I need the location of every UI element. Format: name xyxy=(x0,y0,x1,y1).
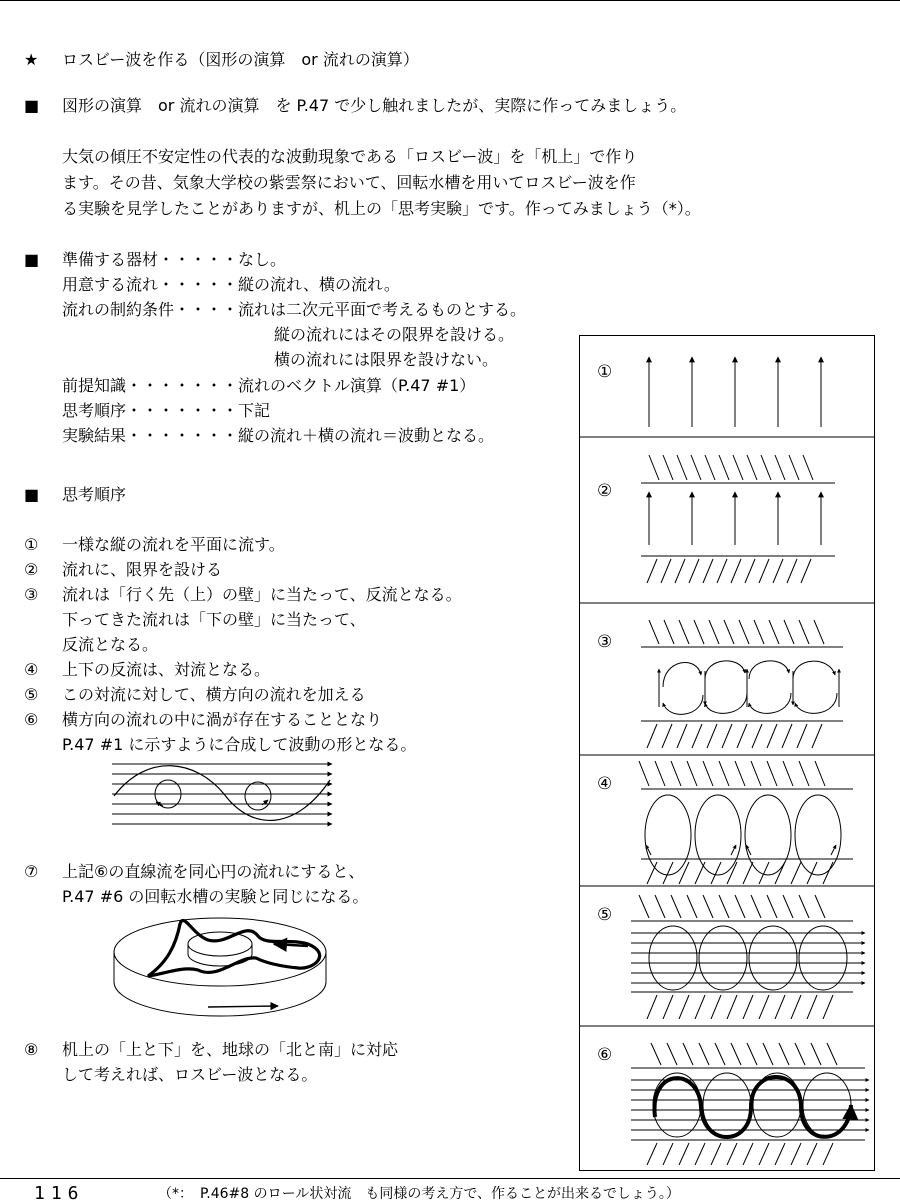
step-number: ② xyxy=(24,560,39,579)
lower-wall xyxy=(641,859,853,884)
panel-dividers xyxy=(579,437,875,1026)
step-text: P.47 #6 の回転水槽の実験と同じになる。 xyxy=(62,887,369,906)
step-text: 机上の「上と下」を、地球の「北と南」に対応 xyxy=(62,1040,399,1059)
upper-wall xyxy=(631,895,853,921)
prep-row: 実験結果・・・・・・・縦の流れ＋横の流れ＝波動となる。 xyxy=(62,426,495,445)
horizontal-flow-lines xyxy=(631,933,865,983)
step-number: ⑤ xyxy=(24,685,39,704)
convection-cells xyxy=(649,926,847,990)
step-text: P.47 #1 に示すように合成して波動の形となる。 xyxy=(62,735,417,754)
upper-wall xyxy=(641,455,835,483)
prep-row: 横の流れには限界を設けない。 xyxy=(274,350,499,369)
vertical-flow-arrows xyxy=(649,357,821,427)
lower-wall xyxy=(631,1140,865,1165)
flow-stages-panel xyxy=(579,335,875,1171)
bottom-rule xyxy=(0,1178,900,1179)
eddy-circle xyxy=(245,782,271,810)
prep-row: 思考順序・・・・・・・下記 xyxy=(62,401,271,420)
star-icon: ★ xyxy=(24,50,39,69)
prep-row: 用意する流れ・・・・・縦の流れ、横の流れ。 xyxy=(62,275,400,294)
panel-label: ④ xyxy=(597,774,613,794)
lower-wall xyxy=(631,992,853,1019)
step-text: 下ってきた流れは「下の壁」に当たって、 xyxy=(62,610,366,629)
prep-row: 流れの制約条件・・・・流れは二次元平面で考えるものとする。 xyxy=(62,300,527,319)
step-text: この対流に対して、横方向の流れを加える xyxy=(62,685,366,704)
steps-heading: 思考順序 xyxy=(62,485,127,504)
bullet-square-icon: ■ xyxy=(24,96,40,115)
step-number: ③ xyxy=(24,585,39,604)
page-number: 116 xyxy=(34,1183,85,1204)
step-text: 上下の反流は、対流となる。 xyxy=(62,660,271,679)
upper-wall xyxy=(631,1043,865,1068)
footnote: （*： P.46#8 のロール状対流 も同様の考え方で、作ることが出来るでしょう。） xyxy=(158,1186,680,1202)
prep-row: 準備する器材・・・・・なし。 xyxy=(62,250,287,269)
panel-label: ② xyxy=(597,481,613,501)
step-number: ⑥ xyxy=(24,710,39,729)
upper-wall xyxy=(641,620,843,647)
prep-row: 縦の流れにはその限界を設ける。 xyxy=(274,325,515,344)
bullet-square-icon: ■ xyxy=(24,485,40,504)
horizontal-flow-lines xyxy=(112,764,332,824)
paragraph-line: る実験を見学したことがありますが、机上の「思考実験」です。作ってみましょう（*）。 xyxy=(62,199,701,218)
lower-wall xyxy=(641,556,835,583)
convection-cells xyxy=(645,795,841,875)
step-text: 上記⑥の直線流を同心円の流れにすると、 xyxy=(62,862,365,881)
page-title: ロスビー波を作る（図形の演算 or 流れの演算） xyxy=(62,50,419,69)
step-number: ⑦ xyxy=(24,862,39,881)
intro-text: 図形の演算 or 流れの演算 を P.47 で少し触れましたが、実際に作ってみましょう。 xyxy=(62,96,687,115)
upper-wall xyxy=(639,761,853,789)
step-number: ④ xyxy=(24,660,39,679)
step-text: して考えれば、ロスビー波となる。 xyxy=(62,1065,318,1084)
counter-flow-arrows xyxy=(659,661,839,714)
rotating-tank-diagram xyxy=(108,910,333,1020)
step-text: 反流となる。 xyxy=(62,635,159,654)
panel-label: ⑤ xyxy=(597,905,613,925)
panel-label: ① xyxy=(597,362,613,382)
prep-row: 前提知識・・・・・・・流れのベクトル演算（P.47 #1） xyxy=(62,376,476,395)
step-number: ⑧ xyxy=(24,1040,39,1059)
top-rule xyxy=(0,0,900,1)
step-text: 流れに、限界を設ける xyxy=(62,560,223,579)
tank-inner-cylinder xyxy=(188,932,252,956)
step-text: 流れは「行く先（上）の壁」に当たって、反流となる。 xyxy=(62,585,462,604)
paragraph-line: ます。その昔、気象大学校の紫雲祭において、回転水槽を用いてロスビー波を作 xyxy=(62,173,636,192)
step-text: 横方向の流れの中に渦が存在することとなり xyxy=(62,710,383,729)
paragraph-line: 大気の傾圧不安定性の代表的な波動現象である「ロスビー波」を「机上」で作り xyxy=(62,147,638,166)
rotation-arrow xyxy=(208,1006,278,1007)
step-number: ① xyxy=(24,535,39,554)
panel-frame xyxy=(580,336,875,1171)
step-text: 一様な縦の流れを平面に流す。 xyxy=(62,535,285,554)
bullet-square-icon: ■ xyxy=(24,250,40,269)
vertical-flow-arrows xyxy=(649,492,821,545)
rossby-wave-curve xyxy=(655,1077,851,1137)
panel-label: ③ xyxy=(597,632,613,652)
panel-label: ⑥ xyxy=(597,1045,613,1065)
lower-wall xyxy=(641,721,843,748)
wave-composition-diagram xyxy=(108,758,338,836)
